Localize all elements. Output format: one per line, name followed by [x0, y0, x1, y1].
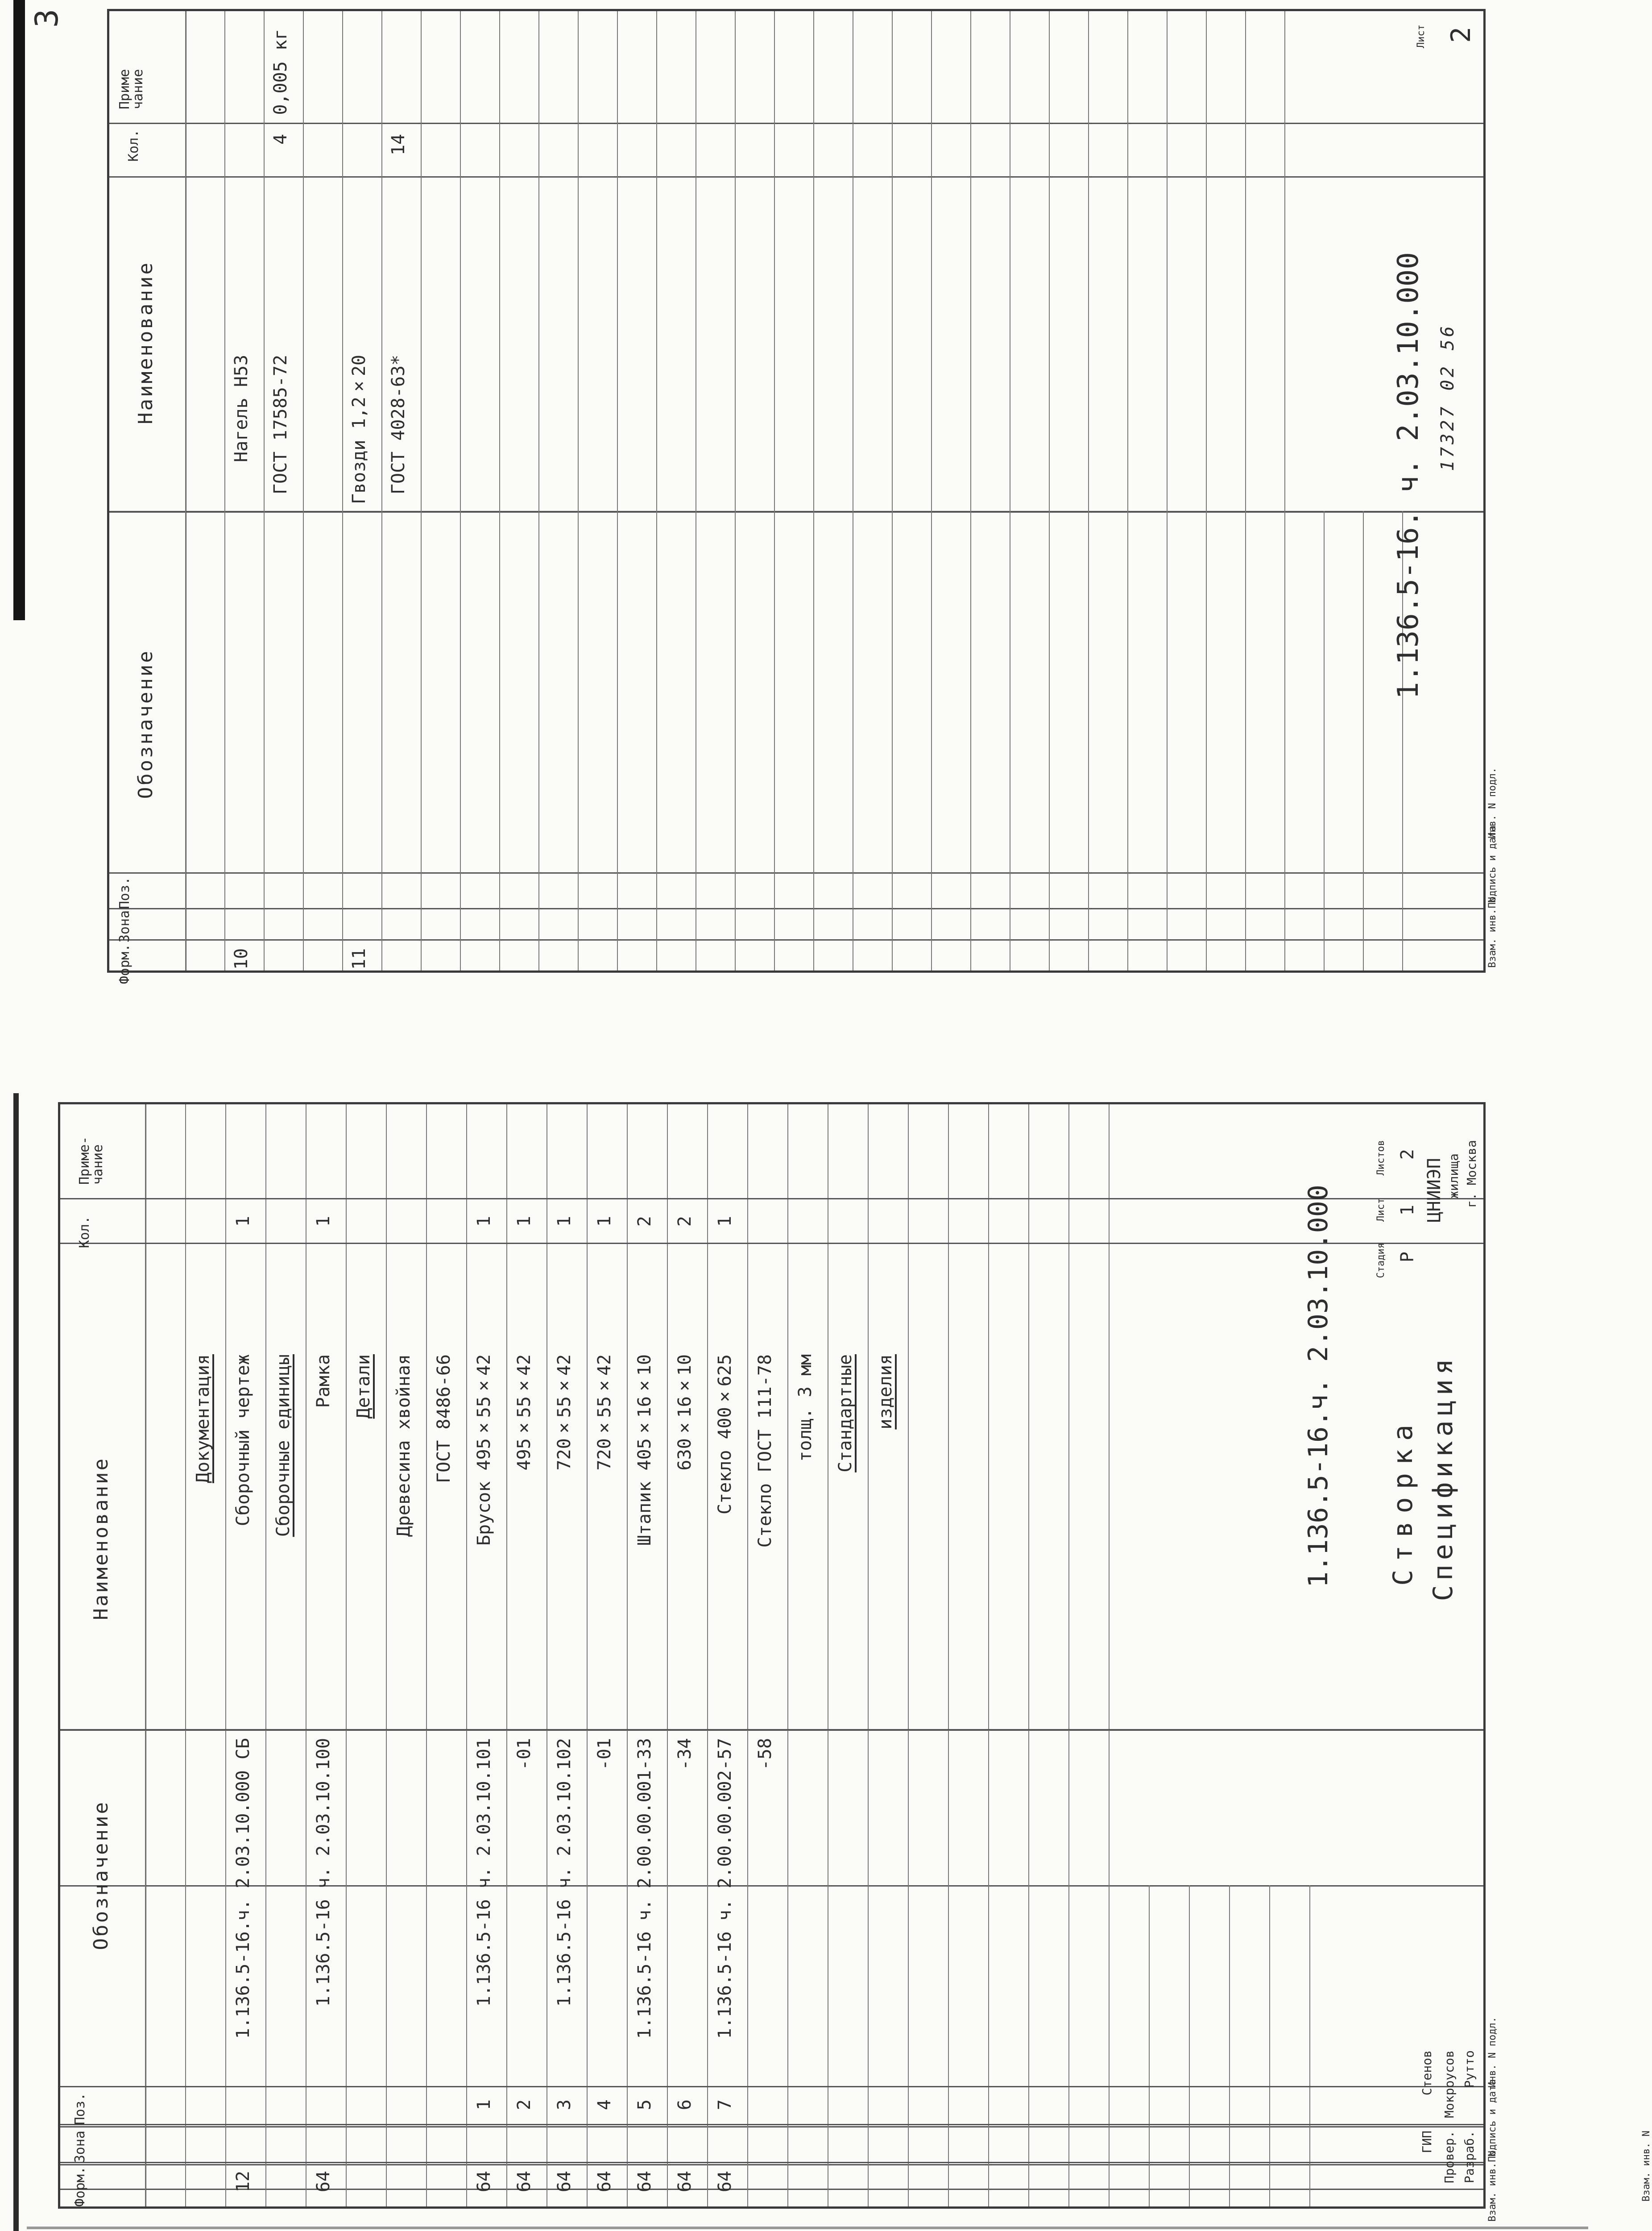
side-podpis-2: Подпись и дата — [1487, 825, 1498, 908]
column-divider — [60, 2086, 1483, 2087]
sheets-label: Листов — [1375, 1140, 1387, 1176]
row-position: 5 — [634, 2099, 655, 2111]
s2-sheet-label: Лист — [1416, 25, 1427, 48]
row-designation: -01 — [594, 1738, 615, 1771]
grid-row-line — [1229, 1885, 1230, 2206]
row-name: ГОСТ 8486-66 — [434, 1354, 454, 1483]
col-name: Наименование — [90, 1457, 112, 1620]
row-designation: -34 — [675, 1738, 695, 1771]
row-designation: 1.136.5-16 ч. 2.03.10.100 — [313, 1738, 334, 2007]
grid-row-line — [1088, 11, 1089, 970]
grid-row-line — [656, 11, 657, 970]
grid-row-line — [948, 1104, 949, 2206]
side-stamp-1 — [1486, 2017, 1503, 2222]
row-format: 64 — [474, 2171, 494, 2193]
row-position: 3 — [554, 2099, 575, 2111]
grid-row-line — [185, 11, 186, 970]
grid-row-line — [466, 1104, 467, 2206]
grid-row-line — [538, 11, 539, 970]
grid-row-line — [735, 11, 736, 970]
row-name: Сборочные единицы — [273, 1354, 294, 1537]
grid-row-line — [931, 11, 932, 970]
grid-row-line — [1245, 11, 1246, 970]
grid-row-line — [346, 1104, 347, 2206]
row-name: ГОСТ 4028-63* — [388, 355, 409, 495]
side-stamp-2 — [1486, 767, 1503, 968]
row-name: Рамка — [313, 1354, 334, 1408]
grid-row-line — [1109, 1104, 1110, 2206]
row-qty: 1 — [474, 1216, 494, 1227]
row-name: Гвозди 1,2×20 — [349, 355, 369, 504]
grid-row-line — [868, 1104, 869, 2206]
row-name: 720×55×42 — [554, 1354, 575, 1471]
row-qty: 14 — [388, 134, 409, 156]
s2-document-code: 1.136.5-16. ч. 2.03.10.000 — [1392, 252, 1425, 699]
grid-row-line — [460, 11, 461, 970]
s2-col-zone: Зона — [117, 910, 132, 943]
grid-row-line — [627, 1104, 628, 2206]
s2-sheet-value: 2 — [1445, 27, 1477, 43]
org-line1: ЦНИИЭП — [1424, 1158, 1445, 1223]
s2-col-format: Форм. — [117, 944, 132, 984]
row-name: 630×16×10 — [675, 1354, 695, 1471]
scan-edge-shadow-lower — [13, 1093, 19, 2231]
row-name: Документация — [193, 1354, 213, 1483]
grid-row-line — [1028, 1104, 1029, 2206]
s2-archive-no: 17327 02 56 — [1437, 323, 1458, 471]
row-name: Стекло ГОСТ 111-78 — [755, 1354, 775, 1548]
col-format: Форм. — [72, 2166, 88, 2207]
grid-row-line — [265, 1104, 266, 2206]
row-qty: 2 — [675, 1216, 695, 1227]
grid-row-line — [303, 11, 304, 970]
row-name: Детали — [353, 1354, 374, 1419]
row-designation: 1.136.5-16 ч. 2.03.10.101 — [474, 1738, 494, 2007]
signer-role-0: ГИП — [1420, 2131, 1434, 2153]
row-format: 10 — [231, 948, 252, 970]
grid-row-line — [1284, 11, 1285, 970]
row-designation: 1.136.5-16 ч. 2.03.10.102 — [554, 1738, 575, 2007]
grid-row-line — [667, 1104, 668, 2206]
row-position: 4 — [594, 2099, 615, 2111]
side-podpis-1: Подпись и дата — [1487, 2079, 1498, 2162]
grid-row-line — [1068, 1104, 1069, 2206]
grid-row-line — [1049, 11, 1050, 970]
sheet-value: 1 — [1397, 1205, 1418, 1216]
grid-row-line — [908, 1104, 909, 2206]
row-format: 64 — [715, 2171, 735, 2193]
grid-row-line — [506, 1104, 507, 2206]
grid-row-line — [1127, 11, 1128, 970]
specification-sheet-2 — [107, 9, 1486, 984]
row-name: изделия — [875, 1354, 896, 1430]
row-name: ГОСТ 17585-72 — [270, 355, 291, 495]
row-qty: 4 — [270, 134, 291, 145]
row-name: Сборочный чертеж — [233, 1354, 253, 1526]
stage-label: Стадия — [1375, 1243, 1387, 1278]
side-vzam-2: Взам. инв. N — [1487, 897, 1498, 968]
grid-row-line — [774, 11, 775, 970]
col-qty: Кол. — [77, 1216, 92, 1248]
grid-row-line — [970, 11, 971, 970]
signer-name-0: Стенов — [1420, 2050, 1434, 2096]
grid-row-line — [381, 11, 382, 970]
grid-row-line — [747, 1104, 748, 2206]
row-name: Штапик 405×16×10 — [634, 1354, 655, 1546]
row-format: 64 — [634, 2171, 655, 2193]
grid-row-line — [185, 1104, 186, 2206]
row-format: 64 — [554, 2171, 575, 2193]
row-position: 6 — [675, 2099, 695, 2111]
side-inv-podl-2: Инв. N подл. — [1487, 767, 1498, 838]
org-line3: г. Москва — [1464, 1140, 1479, 1208]
grid-row-line — [224, 11, 225, 970]
grid-row-line — [145, 1104, 146, 2206]
row-qty: 1 — [715, 1216, 735, 1227]
row-qty: 1 — [554, 1216, 575, 1227]
row-designation: -58 — [755, 1738, 775, 1771]
grid-row-line — [1309, 1885, 1310, 2206]
row-qty: 2 — [634, 1216, 655, 1227]
row-name: 495×55×42 — [514, 1354, 534, 1471]
row-name: Стекло 400×625 — [715, 1354, 735, 1515]
row-designation: 1.136.5-16.ч. 2.03.10.000 СБ — [233, 1738, 253, 2039]
sheets-value: 2 — [1397, 1149, 1418, 1160]
row-designation: 1.136.5-16 ч. 2.00.00.001-33 — [634, 1738, 655, 2039]
grid-row-line — [707, 1104, 708, 2206]
s2-col-pos: Поз. — [117, 877, 132, 909]
corner-mark: 3 — [29, 9, 65, 28]
col-pos: Поз. — [72, 2093, 88, 2125]
row-name: Стандартные — [835, 1354, 856, 1472]
grid-row-line — [1189, 1885, 1190, 2206]
row-name: толщ. 3 мм — [795, 1354, 816, 1462]
row-format: 64 — [675, 2171, 695, 2193]
doc-title: Створка — [1387, 1417, 1419, 1586]
document-code: 1.136.5-16.ч. 2.03.10.000 — [1303, 1185, 1334, 1588]
grid-row-line — [386, 1104, 387, 2206]
row-name: Брусок 495×55×42 — [474, 1354, 494, 1546]
signer-name-1: Мокроусов — [1442, 2050, 1457, 2118]
col-note: Приме-чание — [77, 1136, 106, 1185]
signer-role-2: Разраб. — [1462, 2131, 1477, 2184]
grid-row-line — [1269, 1885, 1270, 2206]
s2-col-designation: Обозначение — [134, 649, 157, 799]
row-format: 64 — [594, 2171, 615, 2193]
row-note: 0,005 кг — [270, 29, 291, 115]
row-format: 11 — [349, 948, 369, 970]
row-designation: 1.136.5-16 ч. 2.00.00.002-57 — [715, 1738, 735, 2039]
grid-row-line — [587, 1104, 588, 2206]
grid-row-line — [499, 11, 500, 970]
column-divider — [60, 2162, 1483, 2163]
s2-col-qty: Кол. — [126, 129, 141, 162]
grid-row-line — [421, 11, 422, 970]
row-qty: 1 — [594, 1216, 615, 1227]
grid-row-line — [892, 11, 893, 970]
scan-edge-shadow — [13, 0, 25, 620]
grid-row-line — [1324, 511, 1325, 970]
grid-row-line — [578, 11, 579, 970]
grid-row-line — [1167, 11, 1168, 970]
row-name: Нагель Н53 — [231, 355, 252, 462]
row-designation: -01 — [514, 1738, 534, 1771]
org-line2: жилища — [1446, 1153, 1461, 1199]
grid-row-line — [617, 11, 618, 970]
grid-row-line — [1206, 11, 1207, 970]
grid-row-line — [225, 1104, 226, 2206]
row-position: 7 — [715, 2099, 735, 2111]
grid-row-line — [813, 11, 814, 970]
signer-role-1: Провер. — [1442, 2131, 1457, 2184]
side-inv-podl-1: Инв. N подл. — [1487, 2017, 1498, 2088]
row-qty: 1 — [313, 1216, 334, 1227]
col-zone: Зона — [72, 2131, 88, 2163]
grid-row-line — [787, 1104, 788, 2206]
grid-row-line — [264, 11, 265, 970]
row-name: Древесина хвойная — [393, 1354, 414, 1537]
column-divider — [60, 2124, 1483, 2125]
row-qty: 1 — [514, 1216, 534, 1227]
scan-edge-line — [27, 2227, 1588, 2229]
stage-value: Р — [1397, 1252, 1418, 1263]
row-format: 64 — [313, 2171, 334, 2193]
s2-col-name: Наименование — [134, 261, 157, 424]
grid-row-line — [1149, 1885, 1150, 2206]
side-vzam-1: Взам. инв. N — [1487, 2151, 1498, 2222]
row-format: 64 — [514, 2171, 534, 2193]
col-designation: Обозначение — [90, 1800, 112, 1950]
sheet-label: Лист — [1375, 1198, 1387, 1222]
grid-row-line — [1363, 511, 1364, 970]
grid-row-line — [342, 11, 343, 970]
row-position: 2 — [514, 2099, 534, 2111]
grid-row-line — [988, 1104, 989, 2206]
row-position: 1 — [474, 2099, 494, 2111]
s2-col-note: Приме чание — [117, 69, 146, 109]
side-vzam-inv: Взам. инв. N — [1641, 2131, 1652, 2202]
column-divider — [60, 1729, 1483, 1730]
doc-subtitle: Спецификация — [1428, 1354, 1459, 1601]
row-name: 720×55×42 — [594, 1354, 615, 1471]
row-qty: 1 — [233, 1216, 253, 1227]
grid-row-line — [426, 1104, 427, 2206]
signer-name-2: Рутто — [1462, 2050, 1477, 2088]
row-format: 12 — [233, 2171, 253, 2193]
